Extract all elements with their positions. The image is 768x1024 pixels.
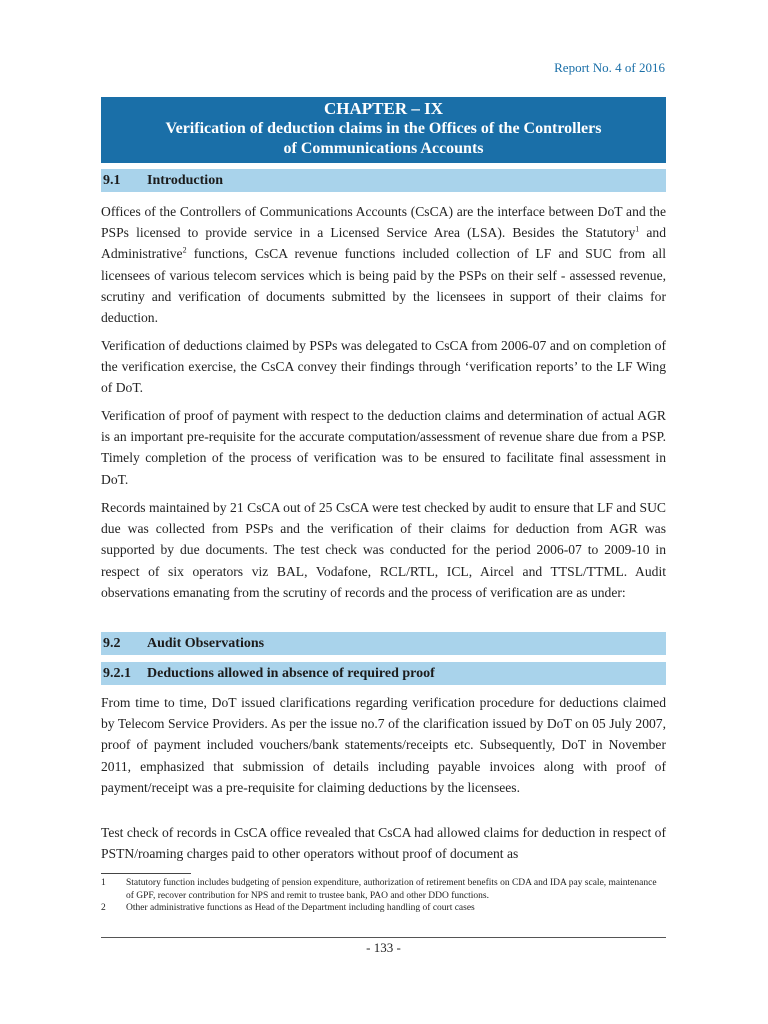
footnote-2: [101, 902, 666, 915]
footnote-text: Other administrative functions as Head of the Department including handling of court cases: [126, 903, 475, 913]
section-title: Audit Observations: [147, 636, 265, 651]
footnote-ref-1: 1: [635, 224, 640, 234]
paragraph-clarifications: From time to time, DoT issued clarifications regarding verification procedure for deductions claimed by Telecom Service Providers. As per the issue no.7 of the clarification issued by DoT on 05 July 2007, proof of payment included vouchers/bank statements/receipts etc. Subsequently, DoT in November 2011, emphasized that submission of details including payable invoices along with proof of payment/receipt was a pre-requisite for claiming deductions by the licensees.: [101, 695, 666, 795]
section-heading-introduction: [101, 169, 666, 192]
footnote-ref-2: 2: [182, 245, 187, 255]
section-title: Deductions allowed in absence of required proof: [147, 666, 435, 681]
paragraph-delegation: Verification of deductions claimed by PSPs was delegated to CsCA from 2006-07 and on completion of the verification exercise, the CsCA convey their findings through ‘verification reports’ to the LF Wing of DoT.: [101, 338, 666, 396]
footnotes: [101, 877, 666, 915]
section-title: Introduction: [147, 173, 223, 188]
section-number: 9.2: [103, 636, 121, 651]
paragraph-text: and Administrative: [101, 225, 667, 262]
paragraph-verification: Verification of proof of payment with respect to the deduction claims and determination of actual AGR is an important pre-requisite for the accurate computation/assessment of revenue share due from a PSP. Timely completion of the process of verification was to be ensured to facilitate final assessment in DoT.: [101, 408, 666, 487]
footnote-number: 1: [101, 878, 106, 888]
section-heading-audit-observations: [101, 632, 666, 655]
paragraph-intro: [101, 201, 666, 328]
page-number: - 133 -: [366, 940, 401, 955]
section-number: 9.1: [103, 173, 121, 188]
chapter-title-line-1: Verification of deduction claims in the Offices of the Controllers: [165, 120, 602, 137]
footnote-text: Statutory function includes budgeting of pension expenditure, authorization of retirement benefits on CDA and IDA pay scale, maintenance of GPF, recover contribution for NPS and remit to trustee bank, PAO and other DDO functions.: [126, 878, 657, 901]
chapter-heading: [101, 97, 666, 163]
footer-rule: [101, 937, 666, 938]
chapter-title-line-2: of Communications Accounts: [283, 140, 484, 157]
paragraph-text: functions, CsCA revenue functions included collection of LF and SUC from all licensees of various telecom services which is being paid by the PSPs on their self - assessed revenue, scrutiny and verification of documents submitted by the licensees in support of their claims for deduction.: [101, 246, 666, 326]
report-number: Report No. 4 of 2016: [554, 60, 665, 75]
footnote-number: 2: [101, 903, 106, 913]
footnote-separator: [101, 873, 191, 874]
paragraph-test-check: Test check of records in CsCA office revealed that CsCA had allowed claims for deduction in respect of PSTN/roaming charges paid to other operators without proof of document as: [101, 825, 666, 862]
section-number: 9.2.1: [103, 666, 131, 681]
section-heading-deductions: [101, 662, 666, 685]
footnote-1: [101, 877, 666, 902]
chapter-number: CHAPTER – IX: [323, 99, 443, 118]
paragraph-records: Records maintained by 21 CsCA out of 25 CsCA were test checked by audit to ensure that LF and SUC due was collected from PSPs and the verification of their claims for deduction from AGR was supported by due documents. The test check was conducted for the period 2006-07 to 2009-10 in respect of six operators viz BAL, Vodafone, RCL/RTL, ICL, Aircel and TTSL/TTML. Audit observations emanating from the scrutiny of records and the process of verification are as under:: [101, 500, 666, 600]
paragraph-text: Offices of the Controllers of Communications Accounts (CsCA) are the interface between DoT and the PSPs licensed to provide service in a Licensed Service Area (LSA). Besides the Statutory: [101, 204, 666, 241]
